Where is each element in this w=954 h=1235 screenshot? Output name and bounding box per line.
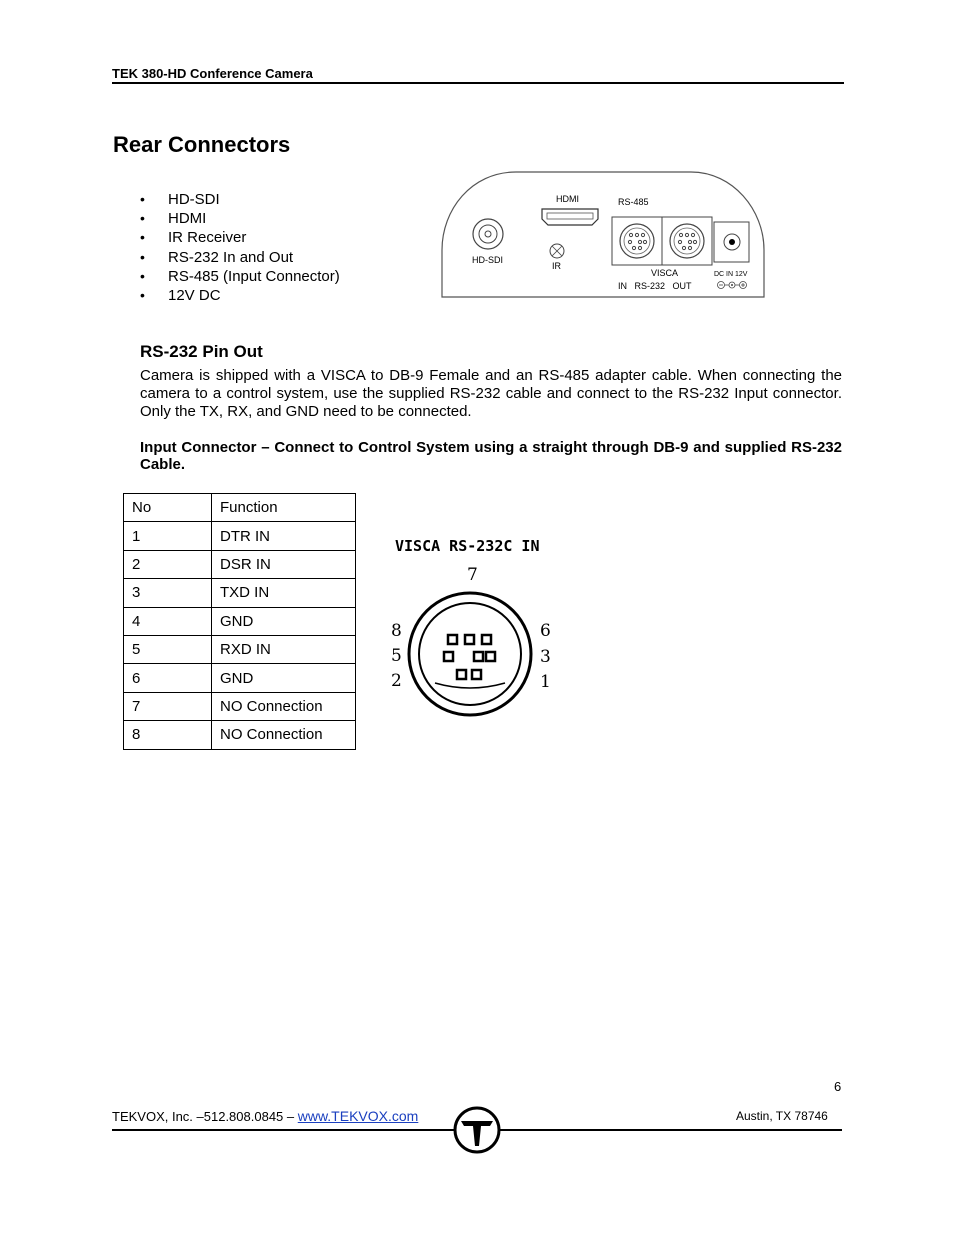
feature-item: • 12V DC [140, 286, 340, 305]
pin-function: GND [212, 607, 356, 635]
feature-item: • IR Receiver [140, 228, 340, 247]
diagram-title: VISCA RS-232C IN [395, 537, 540, 555]
rs232-in-port [620, 224, 654, 258]
feature-item: • HDMI [140, 209, 340, 228]
dc-label: DC IN 12V [714, 271, 748, 278]
pin-function: DSR IN [212, 550, 356, 578]
hdmi-port [542, 209, 598, 225]
pinout-paragraph: Camera is shipped with a VISCA to DB-9 Female and an RS-485 adapter cable. When connecting the camera to a control system, use the supplied RS-232 cable and connect to the RS-232 Input connector. Only the TX, RX, and GND need to be connected. [140, 367, 842, 420]
table-row [124, 550, 356, 578]
pin-function: TXD IN [212, 579, 356, 607]
page-number: 6 [834, 1079, 842, 1094]
pin-number: 6 [124, 664, 212, 692]
table-row [124, 692, 356, 720]
pin-number: 2 [124, 550, 212, 578]
feature-list [140, 190, 340, 305]
pin-number: 4 [124, 607, 212, 635]
table-row [124, 721, 356, 749]
pinout-table [123, 493, 356, 750]
polarity-icon [718, 282, 747, 289]
pinout-title: RS-232 Pin Out [140, 342, 263, 361]
pin-label-left: 5 [391, 646, 402, 666]
header-no: No [124, 494, 212, 522]
connector-pins [444, 635, 495, 679]
footer-company [112, 1108, 418, 1124]
connector-outer-ring [409, 593, 531, 715]
table-row [124, 635, 356, 663]
feature-item: • RS-485 (Input Connector) [140, 267, 340, 286]
rs232-io-label: IN RS-232 OUT [618, 281, 692, 291]
website-link[interactable]: www.TEKVOX.com [297, 1108, 419, 1124]
pin-function: NO Connection [212, 692, 356, 720]
hdsdi-connector [473, 219, 503, 249]
pin-label-top: 7 [467, 565, 478, 585]
pin-label-right: 3 [540, 647, 551, 667]
pin-label-right: 1 [540, 672, 551, 692]
hdsdi-label: HD-SDI [472, 255, 503, 265]
pin-function: GND [212, 664, 356, 692]
pin-function: DTR IN [212, 522, 356, 550]
pin-function: NO Connection [212, 721, 356, 749]
table-row [124, 579, 356, 607]
pin-label-left: 2 [391, 671, 402, 691]
pin-label-left: 8 [391, 621, 402, 641]
feature-item: • RS-232 In and Out [140, 248, 340, 267]
tekvox-logo [453, 1105, 501, 1155]
input-connector-note: Input Connector – Connect to Control System using a straight through DB-9 and supplied RS-232 Cable. [140, 439, 842, 473]
table-row [124, 664, 356, 692]
footer-company-text: TEKVOX, Inc. –512.808.0845 – [112, 1109, 298, 1124]
rs232-out-port [670, 224, 704, 258]
feature-item: • HD-SDI [140, 190, 340, 209]
pin-number: 1 [124, 522, 212, 550]
running-header: TEK 380-HD Conference Camera [112, 66, 313, 81]
pin-label-right: 6 [540, 621, 551, 641]
rear-panel-diagram [441, 170, 767, 300]
pin-number: 5 [124, 635, 212, 663]
ir-label: IR [552, 261, 561, 271]
connector-inner-ring [419, 603, 521, 705]
footer-location: Austin, TX 78746 [736, 1109, 828, 1123]
pin-number: 3 [124, 579, 212, 607]
table-row [124, 607, 356, 635]
pin-number: 8 [124, 721, 212, 749]
table-header-row [124, 494, 356, 522]
hdmi-label: HDMI [556, 194, 579, 204]
rs485-label: RS-485 [618, 197, 649, 207]
header-rule [112, 82, 844, 84]
pin-number: 7 [124, 692, 212, 720]
visca-connector-diagram [385, 533, 565, 723]
section-title: Rear Connectors [113, 132, 291, 157]
table-row [124, 522, 356, 550]
visca-label: VISCA [651, 268, 679, 278]
header-function: Function [212, 494, 356, 522]
pin-function: RXD IN [212, 635, 356, 663]
